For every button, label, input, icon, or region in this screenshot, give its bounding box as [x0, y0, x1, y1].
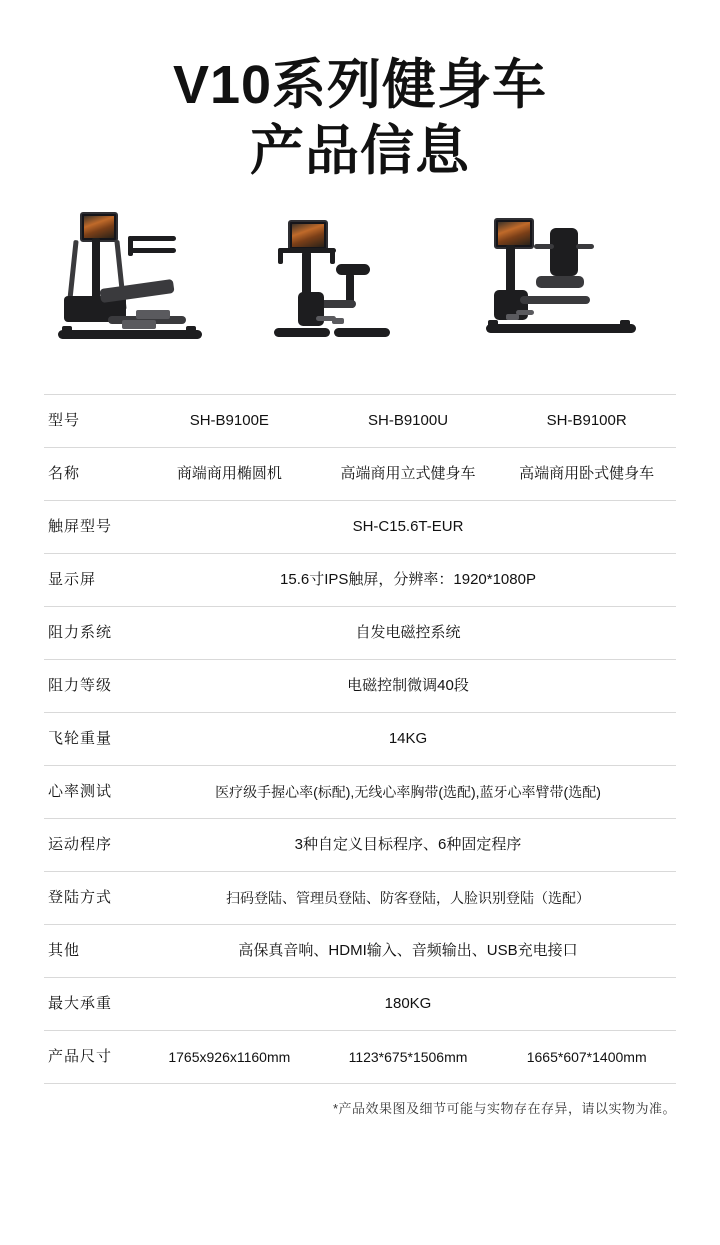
- table-row: [44, 448, 676, 501]
- title-line-2: 产品信息: [250, 121, 470, 181]
- spec-value-resistance-level: 电磁控制微调40段: [347, 677, 469, 694]
- table-row: [44, 713, 676, 766]
- spec-label-other: 其他: [48, 942, 81, 959]
- spec-value-dimensions-1: 1765x926x1160mm: [168, 1049, 291, 1065]
- spec-value-programs: 3种自定义目标程序、6种固定程序: [294, 836, 522, 853]
- spec-value-model-1: SH-B9100E: [189, 412, 269, 429]
- spec-value-dimensions-3: 1665*607*1400mm: [526, 1049, 647, 1065]
- title-line-1: V10系列健身车: [172, 55, 548, 115]
- spec-value-dimensions: [140, 1031, 676, 1084]
- spec-label-heart-rate: 心率测试: [48, 783, 113, 800]
- spec-label-resistance-level: 阻力等级: [48, 677, 113, 694]
- upright-bike-illustration: [260, 204, 460, 384]
- table-row: [44, 607, 676, 660]
- spec-label-name: 名称: [48, 465, 81, 482]
- footnote: *产品效果图及细节可能与实物存在存异，请以实物为准。: [332, 1101, 676, 1116]
- spec-label-login: 登陆方式: [48, 889, 113, 906]
- table-row: [44, 819, 676, 872]
- elliptical-machine-illustration: [44, 204, 244, 384]
- spec-value-model-2: SH-B9100U: [367, 412, 449, 429]
- table-row: [44, 660, 676, 713]
- table-row: [44, 501, 676, 554]
- spec-label-resistance-system: 阻力系统: [48, 624, 113, 641]
- spec-value-model: [140, 395, 676, 448]
- table-row: [44, 872, 676, 925]
- product-image-upright-bike: [260, 204, 460, 384]
- spec-label-max-weight: 最大承重: [48, 995, 113, 1012]
- spec-value-touch-model: SH-C15.6T-EUR: [352, 518, 464, 535]
- table-row: [44, 395, 676, 448]
- table-row: [44, 554, 676, 607]
- product-image-row: [0, 184, 720, 384]
- spec-label-programs: 运动程序: [48, 836, 113, 853]
- spec-value-name-2: 高端商用立式健身车: [340, 465, 476, 482]
- spec-value-model-3: SH-B9100R: [546, 412, 627, 429]
- spec-label-model: 型号: [48, 412, 81, 429]
- spec-value-name: [140, 448, 676, 501]
- spec-value-name-1: 商端商用椭圆机: [176, 465, 282, 482]
- spec-value-max-weight: 180KG: [384, 995, 432, 1012]
- table-row: [44, 766, 676, 819]
- spec-value-other: 高保真音响、HDMI输入、音频输出、USB充电接口: [238, 942, 578, 959]
- spec-label-display: 显示屏: [48, 571, 97, 588]
- spec-value-display: 15.6寸IPS触屏，分辨率：1920*1080P: [280, 571, 536, 588]
- table-row: [44, 925, 676, 978]
- product-image-recumbent-bike: [476, 204, 676, 384]
- spec-value-login: 扫码登陆、管理员登陆、防客登陆，人脸识别登陆（选配）: [226, 890, 590, 906]
- spec-value-heart-rate: 医疗级手握心率(标配),无线心率胸带(选配),蓝牙心率臂带(选配): [215, 784, 601, 800]
- spec-value-name-3: 高端商用卧式健身车: [519, 465, 655, 482]
- spec-label-flywheel-weight: 飞轮重量: [48, 730, 113, 747]
- console-screen-icon: [288, 220, 328, 251]
- recumbent-bike-illustration: [476, 204, 676, 384]
- table-row: [44, 1031, 676, 1084]
- spec-table: [44, 394, 676, 1084]
- spec-value-resistance-system: 自发电磁控系统: [355, 624, 461, 641]
- page-title: [0, 0, 720, 184]
- table-row: [44, 978, 676, 1031]
- spec-value-dimensions-2: 1123*675*1506mm: [348, 1049, 468, 1065]
- product-image-elliptical: [44, 204, 244, 384]
- spec-value-flywheel-weight: 14KG: [388, 730, 428, 747]
- spec-label-dimensions: 产品尺寸: [48, 1048, 113, 1065]
- spec-label-touch-model: 触屏型号: [48, 518, 113, 535]
